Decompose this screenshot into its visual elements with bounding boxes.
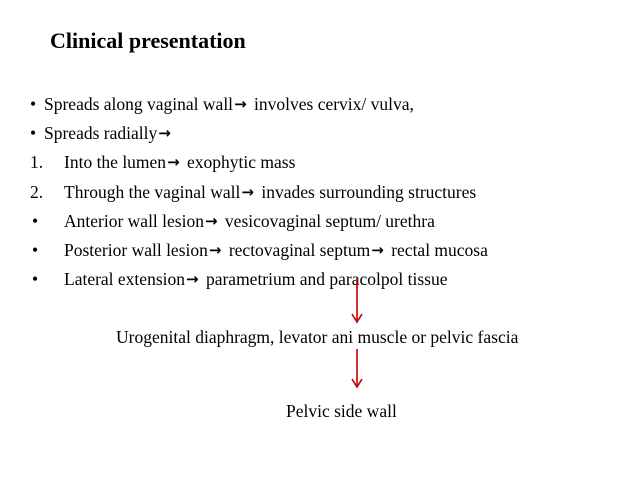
right-arrow-icon: → bbox=[186, 270, 199, 288]
list-item bbox=[64, 210, 435, 233]
down-arrow-icon bbox=[350, 278, 364, 328]
item-text: Posterior wall lesion bbox=[64, 240, 208, 260]
item-text: parametrium and paracolpol tissue bbox=[201, 269, 448, 289]
item-text: Anterior wall lesion bbox=[64, 211, 204, 231]
right-arrow-icon: → bbox=[241, 183, 254, 201]
item-text: involves cervix/ vulva, bbox=[249, 94, 414, 114]
flow-step-diaphragm: Urogenital diaphragm, levator ani muscle or pelvic fascia bbox=[116, 327, 519, 347]
item-text: invades surrounding structures bbox=[257, 182, 477, 202]
right-arrow-icon: → bbox=[208, 241, 222, 259]
item-text: Lateral extension bbox=[64, 269, 185, 289]
number-marker: 2. bbox=[30, 182, 44, 202]
item-text: rectovaginal septum bbox=[224, 240, 371, 260]
item-text: Into the lumen bbox=[64, 152, 167, 172]
right-arrow-icon: → bbox=[234, 95, 247, 113]
right-arrow-icon: → bbox=[204, 212, 218, 230]
list-item bbox=[64, 239, 488, 262]
number-marker: 1. bbox=[30, 152, 44, 172]
item-text: exophytic mass bbox=[182, 152, 296, 172]
list-item bbox=[44, 93, 414, 116]
item-text: Through the vaginal wall bbox=[64, 182, 241, 202]
list-item bbox=[64, 268, 447, 291]
bullet-marker: • bbox=[32, 240, 39, 260]
list-item bbox=[64, 181, 476, 204]
list-item bbox=[64, 151, 295, 174]
bullet-marker: • bbox=[30, 94, 37, 114]
slide-title: Clinical presentation bbox=[50, 28, 246, 53]
right-arrow-icon: → bbox=[371, 241, 384, 259]
bullet-marker: • bbox=[32, 269, 39, 289]
item-text: vesicovaginal septum/ urethra bbox=[220, 211, 435, 231]
right-arrow-icon: → bbox=[158, 124, 171, 142]
item-text: rectal mucosa bbox=[386, 240, 488, 260]
list-item bbox=[44, 122, 174, 145]
item-text: Spreads radially bbox=[44, 123, 158, 143]
right-arrow-icon: → bbox=[167, 153, 180, 171]
item-text: Spreads along vaginal wall bbox=[44, 94, 234, 114]
flow-step-side-wall: Pelvic side wall bbox=[286, 401, 397, 421]
bullet-marker: • bbox=[30, 123, 37, 143]
bullet-marker: • bbox=[32, 211, 39, 231]
down-arrow-icon bbox=[350, 349, 364, 391]
